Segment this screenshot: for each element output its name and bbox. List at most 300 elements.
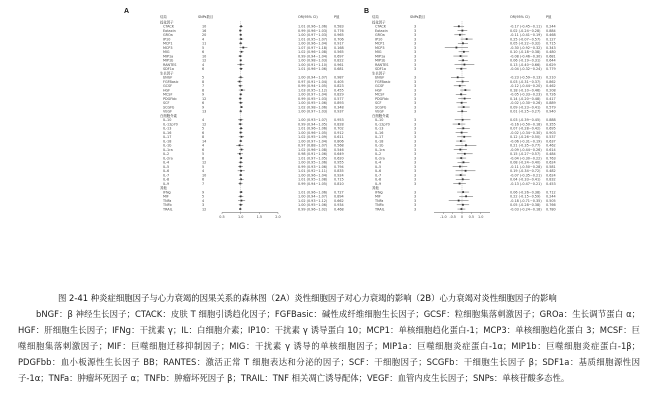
row-name: TNFa	[375, 198, 384, 203]
row-name: MIP1b	[163, 58, 174, 63]
row-snps: 6	[202, 50, 205, 54]
row-p: 0.955	[334, 160, 344, 165]
row-name: IL-1ra	[375, 147, 385, 152]
row-p: 0.702	[334, 126, 344, 131]
estimate-point	[461, 102, 463, 104]
row-p: 0.462	[546, 143, 556, 148]
row-snps: 9	[202, 190, 205, 195]
row-snps: 10	[202, 24, 207, 29]
row-snps: 3	[202, 203, 205, 207]
header-or: OR(95% CI)	[298, 15, 318, 19]
abbreviation-note: bNGF：β 神经生长因子；CTACK：皮肤 T 细胞引诱趋化因子；FGFBasic：碱性成纤维细胞生长因子；GCSF：粒细胞集落刺激因子；GROa：生长调节蛋白 α；HGF：肝细胞生长因子；IFNg：干扰素 γ；IL：白细胞介素；IP10：干扰素 γ 诱导蛋白 10；MCP1：单核细胞趋化蛋白-1；MCP3：单核细胞趋化蛋白 3；MCSF：巨噬细胞集落刺激因子；MIF：巨噬细胞迁移抑制因子；MIG：干扰素 γ 诱导的单核细胞因子；MIP1a：巨噬细胞炎症蛋白-1α；MIP1b：巨噬细胞炎症蛋白-1β；PDGFbb：血小板源性生长因子 BB；RANTES：激活正常 T 细胞表达和分泌的因子；SCF：干细胞因子；SCGFb：干细胞生长因子 β；SDF1a：基质细胞源性因子-1α；TNFa：肿瘤坏死因子 α；TNFb：肿瘤坏死因子 β；TRAIL：TNF 相关凋亡诱导配体；VEGF：血管内皮生长因子；SNPs：单核苷酸多态性。	[18, 309, 640, 384]
row-or: 1.00 (0.91~1.10)	[298, 62, 328, 67]
row-snps: 5	[202, 194, 205, 199]
row-snps: 3	[414, 198, 417, 203]
row-or: 0.22 (-0.15~0.59)	[510, 194, 541, 199]
row-p: 0.884	[546, 28, 556, 33]
row-or: -0.17 (-0.45~0.11)	[510, 24, 542, 29]
row-p: 0.794	[334, 164, 344, 169]
row-p: 0.894	[334, 194, 344, 199]
figure-caption: 图 2-41 种炎症细胞因子与心力衰竭的因果关系的森林图（2A）炎性细胞因子对心力衰竭的影响（2B）心力衰竭对炎性细胞因子的影响	[58, 293, 557, 303]
panel-label-a: A	[124, 8, 130, 15]
group-label: 生长因子	[160, 71, 174, 76]
row-name: IL-5	[375, 164, 382, 169]
row-snps: 14	[202, 139, 207, 144]
row-p: 0.937	[334, 109, 344, 114]
row-name: IL-2	[375, 152, 382, 156]
estimate-point	[239, 144, 241, 146]
row-p: 0.835	[334, 169, 344, 173]
row-or: 0.03 (-0.31~0.37)	[510, 79, 541, 84]
row-p: 0.455	[334, 88, 344, 93]
row-name: MIP1b	[375, 58, 386, 63]
row-p: 0.727	[334, 190, 344, 195]
estimate-point	[239, 166, 241, 168]
estimate-point	[464, 89, 466, 91]
row-or: 0.02 (-0.24~0.28)	[510, 28, 541, 33]
row-or: 1.02 (0.98~1.06)	[298, 105, 328, 110]
estimate-point	[239, 123, 241, 125]
header-snps: SNPs数目	[198, 15, 214, 19]
row-snps: 3	[414, 50, 417, 54]
estimate-point	[462, 42, 464, 44]
x-tick-label: 0.5	[468, 215, 475, 219]
row-or: -0.04 (-0.32~0.24)	[510, 67, 542, 71]
row-name: IL-12p70	[163, 122, 178, 127]
row-name: GROa	[163, 33, 173, 37]
row-name: CTACK	[163, 24, 175, 29]
row-p: 0.208	[546, 88, 556, 93]
row-snps: 5	[202, 152, 205, 156]
x-tick-label: 2.0	[275, 215, 281, 219]
row-name: bNGF	[375, 75, 385, 80]
row-name: MIP1a	[163, 54, 174, 59]
row-p: 0.405	[334, 79, 344, 84]
row-snps: 3	[414, 75, 417, 80]
row-name: IFNg	[375, 190, 383, 195]
row-or: 0.15 (-0.27~0.57)	[510, 152, 541, 156]
row-name: MCP1	[375, 41, 385, 46]
estimate-point	[463, 136, 465, 138]
row-or: -0.12 (-0.44~0.20)	[510, 84, 542, 88]
row-snps: 12	[202, 96, 207, 101]
row-snps: 4	[202, 118, 205, 122]
row-p: 0.862	[546, 79, 556, 84]
row-snps: 3	[414, 207, 417, 212]
estimate-point	[464, 64, 466, 66]
row-p: 0.806	[334, 139, 344, 144]
row-or: -0.09 (-0.44~0.26)	[510, 147, 542, 152]
row-or: -0.30 (-0.92~0.32)	[510, 45, 542, 50]
estimate-point	[240, 25, 242, 27]
row-name: IP10	[163, 37, 171, 42]
estimate-point	[458, 123, 460, 125]
estimate-point	[465, 195, 467, 197]
row-p: 0.763	[546, 156, 556, 161]
row-or: 0.08 (-0.24~0.40)	[510, 160, 541, 165]
row-name: SCGFb	[163, 105, 175, 110]
row-snps: 4	[202, 169, 205, 173]
row-p: 0.940	[546, 109, 556, 114]
row-p: 0.637	[546, 139, 556, 144]
row-snps: 12	[202, 122, 207, 127]
row-p: 0.579	[546, 105, 556, 110]
row-snps: 3	[414, 41, 417, 46]
row-p: 0.453	[546, 181, 556, 186]
row-p: 0.662	[334, 198, 344, 203]
row-snps: 4	[202, 37, 205, 42]
group-label: 其他	[372, 186, 379, 190]
row-name: RANTES	[375, 62, 389, 67]
row-name: TNFb	[375, 203, 384, 207]
row-or: -0.04 (-0.30~0.22)	[510, 156, 542, 161]
row-snps: 9	[202, 92, 205, 97]
row-p: 0.537	[546, 135, 556, 139]
row-p: 0.822	[334, 58, 344, 63]
row-or: -0.05 (-0.33~0.23)	[510, 92, 542, 97]
row-snps: 3	[414, 190, 417, 195]
row-snps: 3	[414, 173, 417, 178]
row-or: 0.99 (0.94~1.05)	[298, 181, 328, 186]
row-snps: 3	[414, 79, 417, 84]
estimate-point	[463, 161, 465, 163]
row-name: MCSF	[163, 92, 173, 97]
estimate-point	[465, 170, 467, 172]
row-name: IL-6	[375, 169, 382, 173]
row-name: FGFBasic	[375, 79, 391, 84]
estimate-point	[461, 132, 463, 134]
row-name: HGF	[375, 88, 383, 93]
row-snps: 3	[414, 160, 417, 165]
row-p: 0.715	[334, 177, 344, 182]
row-snps: 10	[202, 173, 207, 178]
row-name: IL-18	[163, 139, 172, 144]
row-snps: 16	[202, 28, 207, 33]
row-p: 0.577	[334, 96, 344, 101]
row-p: 0.210	[546, 75, 556, 80]
row-snps: 3	[414, 118, 417, 122]
row-or: 1.01 (0.96~1.06)	[298, 24, 328, 29]
row-or: 1.00 (0.95~1.06)	[298, 101, 328, 105]
estimate-point	[459, 183, 461, 185]
row-snps: 4	[202, 198, 205, 203]
row-p: 0.726	[546, 92, 556, 97]
x-tick-label: -0.5	[449, 215, 456, 219]
row-name: TRAIL	[375, 207, 385, 212]
forest-plot-b	[364, 6, 657, 288]
row-name: IL-9	[375, 181, 382, 186]
row-p: 0.681	[334, 67, 344, 71]
estimate-point	[240, 178, 242, 180]
row-or: 1.00 (0.96~1.05)	[298, 130, 328, 135]
row-or: 1.00 (0.98~1.03)	[298, 58, 328, 63]
row-or: 0.25 (-0.07~0.57)	[510, 37, 541, 42]
row-p: 0.624	[546, 160, 556, 165]
row-name: MCP3	[375, 45, 385, 50]
row-name: IL-5	[163, 164, 170, 169]
row-p: 0.695	[546, 126, 556, 131]
row-snps: 3	[414, 24, 417, 29]
estimate-point	[460, 140, 462, 142]
row-p: 0.505	[546, 198, 556, 203]
estimate-point	[239, 98, 241, 100]
estimate-point	[458, 25, 460, 27]
row-p: 0.779	[546, 67, 556, 71]
row-or: 1.00 (0.95~1.06)	[298, 160, 328, 165]
estimate-point	[466, 38, 468, 40]
row-p: 0.889	[546, 101, 556, 105]
row-snps: 3	[414, 164, 417, 169]
row-name: IL-17	[375, 135, 384, 139]
row-snps: 6	[202, 177, 205, 182]
row-name: SCGFb	[375, 105, 387, 110]
row-name: IL-2ra	[163, 156, 173, 161]
estimate-point	[458, 200, 460, 202]
estimate-point	[462, 204, 464, 206]
row-p: 0.712	[546, 190, 556, 195]
row-or: 1.00 (0.97~1.04)	[298, 139, 328, 144]
row-name: MIF	[375, 194, 381, 199]
row-or: -0.13 (-0.47~0.21)	[510, 181, 542, 186]
row-p: 0.893	[334, 101, 344, 105]
estimate-point	[240, 38, 242, 40]
group-label: 趋化因子	[160, 20, 174, 25]
row-snps: 9	[202, 105, 205, 110]
row-snps: 13	[202, 109, 207, 114]
estimate-point	[463, 106, 465, 108]
x-tick-label: -1.0	[440, 215, 447, 219]
row-or: 1.02 (0.96~1.08)	[298, 147, 328, 152]
row-or: 1.07 (0.97~1.18)	[298, 45, 328, 50]
row-snps: 3	[414, 33, 417, 37]
row-snps: 3	[414, 177, 417, 182]
row-name: IP10	[375, 37, 383, 42]
row-p: 0.829	[334, 92, 344, 97]
row-p: 0.343	[546, 45, 556, 50]
row-snps: 3	[414, 67, 417, 71]
row-p: 0.468	[334, 207, 344, 212]
row-name: VEGF	[163, 109, 173, 114]
row-or: 1.00 (0.94~1.07)	[298, 75, 328, 80]
panel-label-b: B	[364, 8, 370, 15]
row-name: CTACK	[375, 24, 387, 29]
row-p: 0.629	[546, 62, 556, 67]
row-p: 0.681	[546, 54, 556, 59]
estimate-point	[462, 127, 464, 129]
row-or: 0.05 (-0.28~0.38)	[510, 203, 541, 207]
row-snps: 3	[414, 130, 417, 135]
row-or: 1.01 (0.97~1.05)	[298, 156, 328, 161]
row-p: 0.987	[334, 75, 344, 80]
row-p: 0.620	[334, 156, 344, 161]
estimate-point	[462, 59, 464, 61]
row-snps: 3	[414, 203, 417, 207]
row-or: 1.01 (0.96~1.06)	[298, 126, 328, 131]
row-or: 0.13 (-0.40~0.66)	[510, 62, 541, 67]
row-snps: 5	[202, 45, 205, 50]
row-name: HGF	[163, 88, 171, 93]
estimate-point	[239, 85, 241, 87]
row-or: 0.99 (0.94~1.05)	[298, 84, 328, 88]
estimate-point	[459, 34, 461, 36]
row-name: IL-12p70	[375, 122, 390, 127]
row-snps: 3	[414, 109, 417, 114]
row-p: 0.776	[334, 28, 344, 33]
row-p: 0.924	[334, 173, 344, 178]
row-name: IL-7	[163, 173, 170, 178]
row-or: 0.14 (-0.20~0.48)	[510, 96, 541, 101]
estimate-point	[464, 98, 466, 100]
estimate-point	[461, 30, 463, 32]
row-name: SCF	[375, 101, 382, 105]
row-snps: 3	[414, 37, 417, 42]
row-name: FGFBasic	[163, 79, 179, 84]
row-p: 0.568	[334, 143, 344, 148]
row-name: Eotaxin	[163, 28, 176, 33]
row-snps: 7	[202, 181, 205, 186]
row-name: IL-2ra	[375, 156, 385, 161]
row-or: 1.03 (0.95~1.12)	[298, 88, 328, 93]
header-p: P值	[334, 15, 340, 19]
row-name: IL-8	[375, 177, 382, 182]
row-name: PDGFbb	[163, 96, 177, 101]
row-or: 0.01 (-0.25~0.27)	[510, 109, 541, 114]
estimate-point	[239, 55, 241, 57]
row-p: 0.961	[334, 62, 344, 67]
row-name: SDF1a	[375, 67, 386, 71]
row-name: IL-7	[375, 173, 382, 178]
row-snps: 3	[414, 156, 417, 161]
estimate-point	[460, 55, 462, 57]
row-p: 0.823	[334, 84, 344, 88]
row-snps: 3	[414, 62, 417, 67]
header-name: 结局	[372, 15, 379, 19]
estimate-point	[240, 68, 242, 70]
row-or: 1.00 (0.96~1.04)	[298, 173, 328, 178]
header-p: P值	[546, 15, 552, 19]
row-or: 1.00 (0.97~1.03)	[298, 109, 328, 114]
row-p: 0.583	[334, 24, 344, 29]
row-p: 0.828	[334, 122, 344, 127]
row-snps: 3	[414, 181, 417, 186]
row-name: MIG	[375, 50, 382, 54]
row-name: IL-10	[163, 118, 172, 122]
row-snps: 3	[414, 105, 417, 110]
row-p: 0.480	[546, 50, 556, 54]
estimate-point	[459, 85, 461, 87]
row-p: 0.903	[546, 130, 556, 135]
row-or: 0.18 (-0.10~0.46)	[510, 88, 541, 93]
row-p: 0.624	[546, 173, 556, 178]
row-or: 1.02 (0.96~1.08)	[298, 50, 328, 54]
estimate-point	[241, 89, 243, 91]
row-snps: 3	[414, 169, 417, 173]
row-snps: 3	[414, 122, 417, 127]
row-name: IL-9	[163, 181, 170, 186]
row-name: TNFb	[163, 203, 172, 207]
x-tick-label: 0.5	[219, 215, 225, 219]
row-p: 0.417	[546, 96, 556, 101]
row-name: IL-10	[375, 118, 384, 122]
row-snps: 3	[414, 84, 417, 88]
estimate-point	[239, 208, 241, 210]
row-or: 0.99 (0.94~1.05)	[298, 122, 328, 127]
row-snps: 3	[414, 139, 417, 144]
row-snps: 12	[202, 207, 207, 212]
row-name: MIG	[163, 50, 170, 54]
row-or: 0.12 (-0.26~0.50)	[510, 135, 541, 139]
estimate-point	[239, 30, 241, 32]
row-name: MCSF	[375, 92, 385, 97]
row-or: 0.06 (-0.26~0.38)	[510, 190, 541, 195]
row-snps: 8	[202, 88, 205, 93]
row-name: GCSF	[375, 84, 385, 88]
row-name: IL-18	[375, 139, 384, 144]
estimate-point	[459, 166, 461, 168]
row-snps: 3	[414, 28, 417, 33]
group-label: 白细胞介素	[160, 113, 177, 118]
row-or: 1.01 (0.95~1.07)	[298, 37, 328, 42]
row-or: 0.03 (-0.39~0.45)	[510, 118, 541, 122]
row-name: MIP1a	[375, 54, 386, 59]
row-snps: 3	[414, 126, 417, 131]
row-name: IL-8	[163, 177, 170, 182]
estimate-point	[465, 144, 467, 146]
row-snps: 3	[414, 45, 417, 50]
row-or: 0.97 (0.91~1.04)	[298, 79, 328, 84]
row-or: 1.00 (0.95~1.06)	[298, 203, 328, 207]
row-name: MIF	[163, 194, 169, 199]
row-or: -0.07 (-0.35~0.21)	[510, 173, 542, 178]
row-name: IL-1b	[163, 143, 172, 148]
estimate-point	[239, 81, 241, 83]
x-tick-label: 1.0	[237, 215, 244, 219]
row-p: 0.810	[334, 181, 344, 186]
row-p: 0.127	[546, 37, 556, 42]
row-p: 0.468	[546, 33, 556, 37]
row-snps: 6	[202, 67, 205, 71]
row-or: 0.04 (-0.33~0.41)	[510, 177, 541, 182]
estimate-point	[239, 183, 241, 185]
estimate-point	[462, 191, 464, 193]
row-p: 0.546	[334, 147, 344, 152]
row-or: 1.01 (0.95~1.08)	[298, 177, 328, 182]
row-snps: 12	[202, 58, 207, 63]
row-snps: 8	[202, 79, 205, 84]
row-p: 0.355	[546, 122, 556, 127]
row-p: 0.484	[546, 152, 556, 156]
row-p: 0.766	[546, 203, 556, 207]
row-or: 1.00 (0.96~1.04)	[298, 41, 328, 46]
header-or: OR(95% CI)	[510, 15, 530, 19]
row-name: TNFa	[163, 198, 172, 203]
row-or: -0.11 (-0.41~0.19)	[510, 33, 542, 37]
row-name: GROa	[375, 33, 385, 37]
row-name: GCSF	[163, 84, 173, 88]
x-tick-label: 1.0	[477, 215, 484, 219]
row-or: 1.00 (0.94~1.07)	[298, 194, 328, 199]
row-or: 1.00 (0.93~1.07)	[298, 118, 328, 122]
row-snps: 8	[202, 135, 205, 139]
row-or: 1.01 (0.96~1.06)	[298, 67, 328, 71]
row-p: 0.462	[546, 84, 556, 88]
group-label: 其他	[160, 186, 167, 190]
row-p: 0.832	[546, 177, 556, 182]
row-or: 0.99 (0.95~1.03)	[298, 96, 328, 101]
row-or: 0.09 (-0.23~0.41)	[510, 105, 541, 110]
row-name: IL-2	[163, 152, 170, 156]
row-snps: 10	[202, 54, 207, 59]
